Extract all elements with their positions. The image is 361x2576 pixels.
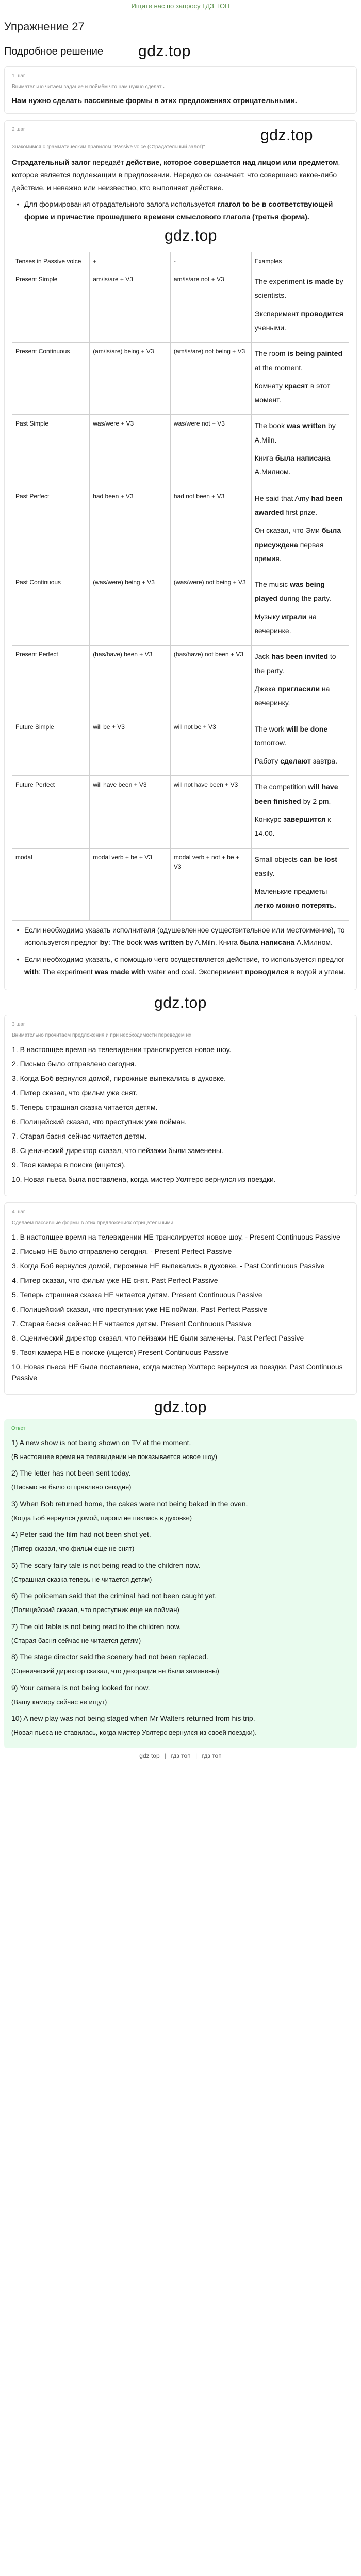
list-item: 4. Питер сказал, что фильм уже НЕ снят. Past Perfect Passive xyxy=(12,1276,218,1284)
watermark: gdz.top xyxy=(154,994,207,1011)
example-en xyxy=(255,275,346,303)
table-header-cell: - xyxy=(170,252,251,270)
text-segment: Small objects xyxy=(254,855,300,863)
rule-bullet xyxy=(12,924,349,949)
negative-cell: will not be + V3 xyxy=(170,718,251,776)
example-cell xyxy=(251,776,349,848)
text-segment: Если необходимо указать исполнителя (одушевленное существительное или местоимение), то используется предлог xyxy=(24,925,345,947)
negative-cell: had not been + V3 xyxy=(170,487,251,573)
step-label: 2 шаг xyxy=(12,126,25,132)
step-subtitle: Внимательно читаем задание и поймём что нам нужно сделать xyxy=(12,84,165,90)
text-segment: на вечеринку. xyxy=(254,684,330,707)
tense-cell: Past Perfect xyxy=(12,487,90,573)
bold-text: проводится xyxy=(301,309,343,318)
footer xyxy=(0,1748,361,1759)
bold-text: играли xyxy=(282,612,307,621)
example-en xyxy=(255,347,346,375)
text-segment: The work xyxy=(254,724,287,733)
answer-english: 1) A new show is not being shown on TV at the moment. xyxy=(11,1438,191,1447)
bold-text: is being painted xyxy=(287,349,343,358)
example-cell xyxy=(251,487,349,573)
text-segment: в водой и углем. xyxy=(288,968,346,976)
answer-english: 9) Your camera is not being looked for now. xyxy=(11,1683,150,1692)
text-segment: Он сказал, что Эми xyxy=(254,526,322,535)
sentence-list xyxy=(12,1044,349,1185)
answer-russian: (Полицейский сказал, что преступник еще не пойман) xyxy=(11,1606,179,1614)
text-segment: Работу xyxy=(254,757,281,766)
text-segment: учеными. xyxy=(254,323,286,332)
example-ru xyxy=(255,451,346,480)
answer-english: 3) When Bob returned home, the cakes were not being baked in the oven. xyxy=(11,1499,248,1508)
step-label: 1 шаг xyxy=(12,73,25,79)
text-segment: передаёт xyxy=(90,158,126,166)
negative-cell: am/is/are not + V3 xyxy=(170,270,251,343)
bold-text: with xyxy=(24,968,39,976)
table-row xyxy=(12,848,349,920)
step-label: 3 шаг xyxy=(12,1021,25,1027)
table-row xyxy=(12,343,349,415)
text-segment: первая премия. xyxy=(254,540,324,563)
example-en xyxy=(255,650,346,678)
list-item: 5. Теперь страшная сказка читается детям. xyxy=(12,1103,158,1111)
page-title: Упражнение 27 xyxy=(4,20,85,33)
rule-bullet xyxy=(12,198,349,223)
answer-english: 5) The scary fairy tale is not being read to the children now. xyxy=(11,1561,201,1569)
bullet-dot: • xyxy=(17,925,20,934)
example-cell xyxy=(251,718,349,776)
example-en xyxy=(255,419,346,447)
bold-text: was being played xyxy=(254,580,325,603)
tense-cell: Future Simple xyxy=(12,718,90,776)
list-item: 3. Когда Боб вернулся домой, пирожные НЕ выпекались в духовке. - Past Continuous Passive xyxy=(12,1261,325,1270)
list-item: 4. Питер сказал, что фильм уже снят. xyxy=(12,1088,138,1097)
affirmative-cell: (has/have) been + V3 xyxy=(90,646,171,718)
text-segment: by 2 pm. xyxy=(301,796,331,805)
negative-sentence-list xyxy=(12,1232,349,1383)
example-en xyxy=(255,578,346,606)
negative-cell: was/were not + V3 xyxy=(170,415,251,487)
list-item: 6. Полицейский сказал, что преступник уже НЕ пойман. Past Perfect Passive xyxy=(12,1304,268,1313)
text-segment: : The book xyxy=(108,938,144,947)
bullet-dot: • xyxy=(17,955,20,963)
text-segment: by A.Miln. xyxy=(254,421,336,444)
tense-cell: Present Perfect xyxy=(12,646,90,718)
bold-text: has been invited xyxy=(271,652,329,661)
table-header-cell: + xyxy=(90,252,171,270)
negative-cell: will not have been + V3 xyxy=(170,776,251,848)
footer-link[interactable]: гдз топ xyxy=(202,1752,222,1759)
example-ru xyxy=(255,754,346,768)
text-segment: by A.Miln. Книга xyxy=(184,938,240,947)
tense-cell: modal xyxy=(12,848,90,920)
rule-bullet-text xyxy=(24,198,349,223)
example-ru xyxy=(255,523,346,566)
example-cell xyxy=(251,848,349,920)
example-cell xyxy=(251,270,349,343)
list-item: 1. В настоящее время на телевидении НЕ транслируется новое шоу. - Present Continuous Passive xyxy=(12,1232,340,1241)
watermark: gdz.top xyxy=(260,126,313,144)
example-cell xyxy=(251,573,349,646)
answer-russian: (Питер сказал, что фильм еще не снят) xyxy=(11,1545,135,1553)
example-ru xyxy=(255,610,346,638)
bold-text: проводился xyxy=(245,968,289,976)
text-segment: easily. xyxy=(254,869,275,877)
table-row xyxy=(12,415,349,487)
text-segment: в этот момент. xyxy=(254,381,331,404)
answer-russian: (Письмо не было отправлено сегодня) xyxy=(11,1483,132,1492)
step-3-card xyxy=(4,1015,357,1196)
bold-text: сделают xyxy=(280,757,311,766)
text-segment: water and coal. Эксперимент xyxy=(145,968,245,976)
step-subtitle: Внимательно прочитаем предложения и при необходимости переведём их xyxy=(12,1032,192,1038)
bold-text: was written xyxy=(286,421,326,430)
list-item: 9. Твоя камера НЕ в поиске (ищется) Present Continuous Passive xyxy=(12,1348,229,1357)
negative-cell: (has/have) not been + V3 xyxy=(170,646,251,718)
text-segment: The room xyxy=(254,349,288,358)
text-segment: first prize. xyxy=(284,507,318,516)
footer-separator: | xyxy=(195,1752,198,1759)
text-segment: Книга xyxy=(254,454,275,463)
rule-bullet-text xyxy=(24,924,349,949)
step-4-card xyxy=(4,1202,357,1395)
table-row xyxy=(12,270,349,343)
solution-heading: Подробное решение xyxy=(4,45,104,57)
example-ru xyxy=(255,379,346,408)
bold-text: Страдательный залог xyxy=(12,158,91,166)
text-segment: during the party. xyxy=(277,594,332,603)
table-row xyxy=(12,487,349,573)
answer-russian: (Сценический директор сказал, что декорации не были заменены) xyxy=(11,1667,219,1675)
watermark-row xyxy=(0,994,361,1012)
text-segment: Jack xyxy=(254,652,272,661)
bold-text: красят xyxy=(284,381,309,390)
answer-english: 4) Peter said the film had not been shot yet. xyxy=(11,1530,151,1539)
table-row xyxy=(12,573,349,646)
example-cell xyxy=(251,415,349,487)
step-label: 4 шаг xyxy=(12,1209,25,1215)
answer-russian: (Новая пьеса не ставилась, когда мистер Уолтерс вернулся из своей поездки). xyxy=(11,1728,257,1737)
footer-link[interactable]: gdz top xyxy=(139,1752,160,1759)
answer-card xyxy=(4,1419,357,1748)
watermark: gdz.top xyxy=(165,227,217,245)
tense-cell: Future Perfect xyxy=(12,776,90,848)
list-item: 7. Старая басня сейчас НЕ читается детям. Present Continuous Passive xyxy=(12,1319,252,1328)
answer-russian: (Вашу камеру сейчас не ищут) xyxy=(11,1698,107,1706)
text-segment: Маленькие предметы xyxy=(254,887,327,896)
example-ru xyxy=(255,307,346,335)
bold-text: была присуждена xyxy=(254,526,341,549)
affirmative-cell: am/is/are + V3 xyxy=(90,270,171,343)
list-item: 9. Твоя камера в поиске (ищется). xyxy=(12,1160,126,1169)
example-en xyxy=(255,492,346,520)
rule-bullet xyxy=(12,953,349,978)
table-row xyxy=(12,646,349,718)
text-segment: Если необходимо указать, с помощью чего осуществляется действие, то используется предлог xyxy=(24,955,345,963)
rule-bullet-text xyxy=(24,953,349,978)
tense-cell: Present Continuous xyxy=(12,343,90,415)
bold-text: had been awarded xyxy=(254,494,343,516)
text-segment: Джека xyxy=(254,684,278,693)
list-item: 5. Теперь страшная сказка НЕ читается детям. Present Continuous Passive xyxy=(12,1290,262,1299)
step-2-card xyxy=(4,120,357,990)
bold-text: была написана xyxy=(239,938,295,947)
bold-text: was made with xyxy=(94,968,146,976)
answer-russian: (Страшная сказка теперь не читается детям) xyxy=(11,1575,152,1583)
task-statement: Нам нужно сделать пассивные формы в этих предложениях отрицательными. xyxy=(12,96,297,105)
step-subtitle: Знакомимся с грамматическим правилом "Passive voice (Страдательный залог)" xyxy=(12,144,205,150)
solution-header xyxy=(4,43,361,60)
bold-text: by xyxy=(100,938,108,947)
answer-list xyxy=(11,1437,350,1738)
tense-cell: Past Continuous xyxy=(12,573,90,646)
text-segment: He said that Amy xyxy=(254,494,311,502)
text-segment: Эксперимент xyxy=(254,309,301,318)
affirmative-cell: was/were + V3 xyxy=(90,415,171,487)
table-header-row xyxy=(12,252,349,270)
bold-text: will have been finished xyxy=(254,783,338,805)
negative-cell: (am/is/are) not being + V3 xyxy=(170,343,251,415)
answer-russian: (Когда Боб вернулся домой, пироги не пеклись в духовке) xyxy=(11,1514,192,1522)
list-item: 8. Сценический директор сказал, что пейзажи были заменены. xyxy=(12,1146,223,1155)
watermark: gdz.top xyxy=(138,43,191,60)
text-segment: : The experiment xyxy=(39,968,95,976)
list-item: 3. Когда Боб вернулся домой, пирожные выпекались в духовке. xyxy=(12,1074,226,1082)
table-header-cell: Tenses in Passive voice xyxy=(12,252,90,270)
text-segment: The music xyxy=(254,580,290,589)
text-segment: на вечеринке. xyxy=(254,612,317,635)
bold-text: легко можно потерять. xyxy=(254,901,336,910)
search-hint-link[interactable]: Ищите нас по запросу ГДЗ ТОП xyxy=(131,2,230,10)
negative-cell: modal verb + not + be + V3 xyxy=(170,848,251,920)
watermark-row xyxy=(12,227,349,245)
table-row xyxy=(12,776,349,848)
text-segment: Комнату xyxy=(254,381,285,390)
list-item: 1. В настоящее время на телевидении транслируется новое шоу. xyxy=(12,1045,232,1054)
table-header-cell: Examples xyxy=(251,252,349,270)
bold-text: was written xyxy=(144,938,184,947)
example-ru xyxy=(255,812,346,841)
watermark: gdz.top xyxy=(154,1398,207,1416)
answer-english: 8) The stage director said the scenery had not been replaced. xyxy=(11,1653,208,1662)
footer-separator: | xyxy=(165,1752,167,1759)
example-ru xyxy=(255,885,346,913)
answer-russian: (В настоящее время на телевидении не показывается новое шоу) xyxy=(11,1452,217,1461)
answer-label: Ответ xyxy=(11,1425,26,1431)
tense-cell: Present Simple xyxy=(12,270,90,343)
negative-cell: (was/were) not being + V3 xyxy=(170,573,251,646)
text-segment: The competition xyxy=(254,783,308,791)
example-en xyxy=(255,722,346,751)
bold-text: глагол to be в соответствующей форме и причастие прошедшего времени смыслового глагола (третья форма). xyxy=(24,200,333,221)
list-item: 10. Новая пьеса была поставлена, когда мистер Уолтерс вернулся из поездки. xyxy=(12,1175,276,1183)
bold-text: will be done xyxy=(286,724,328,733)
footer-link[interactable]: гдз топ xyxy=(171,1752,191,1759)
list-item: 6. Полицейский сказал, что преступник уже пойман. xyxy=(12,1117,187,1126)
affirmative-cell: (am/is/are) being + V3 xyxy=(90,343,171,415)
answer-english: 6) The policeman said that the criminal had not been caught yet. xyxy=(11,1591,217,1600)
example-en xyxy=(255,780,346,808)
list-item: 2. Письмо было отправлено сегодня. xyxy=(12,1059,137,1068)
bold-text: была написана xyxy=(275,454,331,463)
text-segment: Конкурс xyxy=(254,815,284,823)
affirmative-cell: will be + V3 xyxy=(90,718,171,776)
example-cell xyxy=(251,646,349,718)
list-item: 8. Сценический директор сказал, что пейзажи НЕ были заменены. Past Perfect Passive xyxy=(12,1333,304,1342)
example-en xyxy=(255,853,346,881)
rule-paragraph xyxy=(12,156,349,194)
list-item: 10. Новая пьеса НЕ была поставлена, когда мистер Уолтерс вернулся из поездки. Past Continuous Passive xyxy=(12,1362,343,1382)
affirmative-cell: had been + V3 xyxy=(90,487,171,573)
answer-english: 2) The letter has not been sent today. xyxy=(11,1469,131,1478)
text-segment: by scientists. xyxy=(254,277,343,300)
affirmative-cell: (was/were) being + V3 xyxy=(90,573,171,646)
answer-russian: (Старая басня сейчас не читается детям) xyxy=(11,1636,141,1645)
text-segment: tomorrow. xyxy=(254,738,287,747)
bold-text: is made xyxy=(306,277,334,286)
text-segment: The book xyxy=(254,421,287,430)
text-segment: завтра. xyxy=(310,757,337,766)
grammar-table xyxy=(12,252,349,921)
text-segment: А.Милном. xyxy=(294,938,333,947)
text-segment: The experiment xyxy=(254,277,307,286)
example-ru xyxy=(255,682,346,710)
bullet-dot: • xyxy=(17,200,20,209)
text-segment: Для формирования отрадательного залога используется xyxy=(24,200,218,209)
text-segment: at the moment. xyxy=(254,363,303,372)
text-segment: Музыку xyxy=(254,612,282,621)
tense-cell: Past Simple xyxy=(12,415,90,487)
step-subtitle: Сделаем пассивные формы в этих предложениях отрицательными xyxy=(12,1219,174,1226)
list-item: 7. Старая басня сейчас читается детям. xyxy=(12,1131,147,1140)
example-cell xyxy=(251,343,349,415)
answer-english: 7) The old fable is not being read to the children now. xyxy=(11,1622,181,1631)
text-segment: А.Милном. xyxy=(254,468,291,477)
answer-english: 10) A new play was not being staged when Mr Walters returned from his trip. xyxy=(11,1714,255,1723)
text-segment: to the party. xyxy=(254,652,336,675)
bold-text: завершится xyxy=(283,815,326,823)
table-row xyxy=(12,718,349,776)
affirmative-cell: modal verb + be + V3 xyxy=(90,848,171,920)
affirmative-cell: will have been + V3 xyxy=(90,776,171,848)
list-item: 2. Письмо НЕ было отправлено сегодня. - Present Perfect Passive xyxy=(12,1247,232,1256)
text-segment: , которое является подлежащим в предложении. Нередко он означает, что совершено какое-либо действие, и неважно или неизвестно, кто выполняет действие. xyxy=(12,158,340,192)
bold-text: can be lost xyxy=(299,855,337,863)
bold-text: действие, которое совершается над лицом или предметом xyxy=(126,158,338,166)
bold-text: пригласили xyxy=(277,684,320,693)
step-1-card xyxy=(4,66,357,114)
watermark-row xyxy=(0,1399,361,1416)
text-segment: к 14.00. xyxy=(254,815,331,838)
